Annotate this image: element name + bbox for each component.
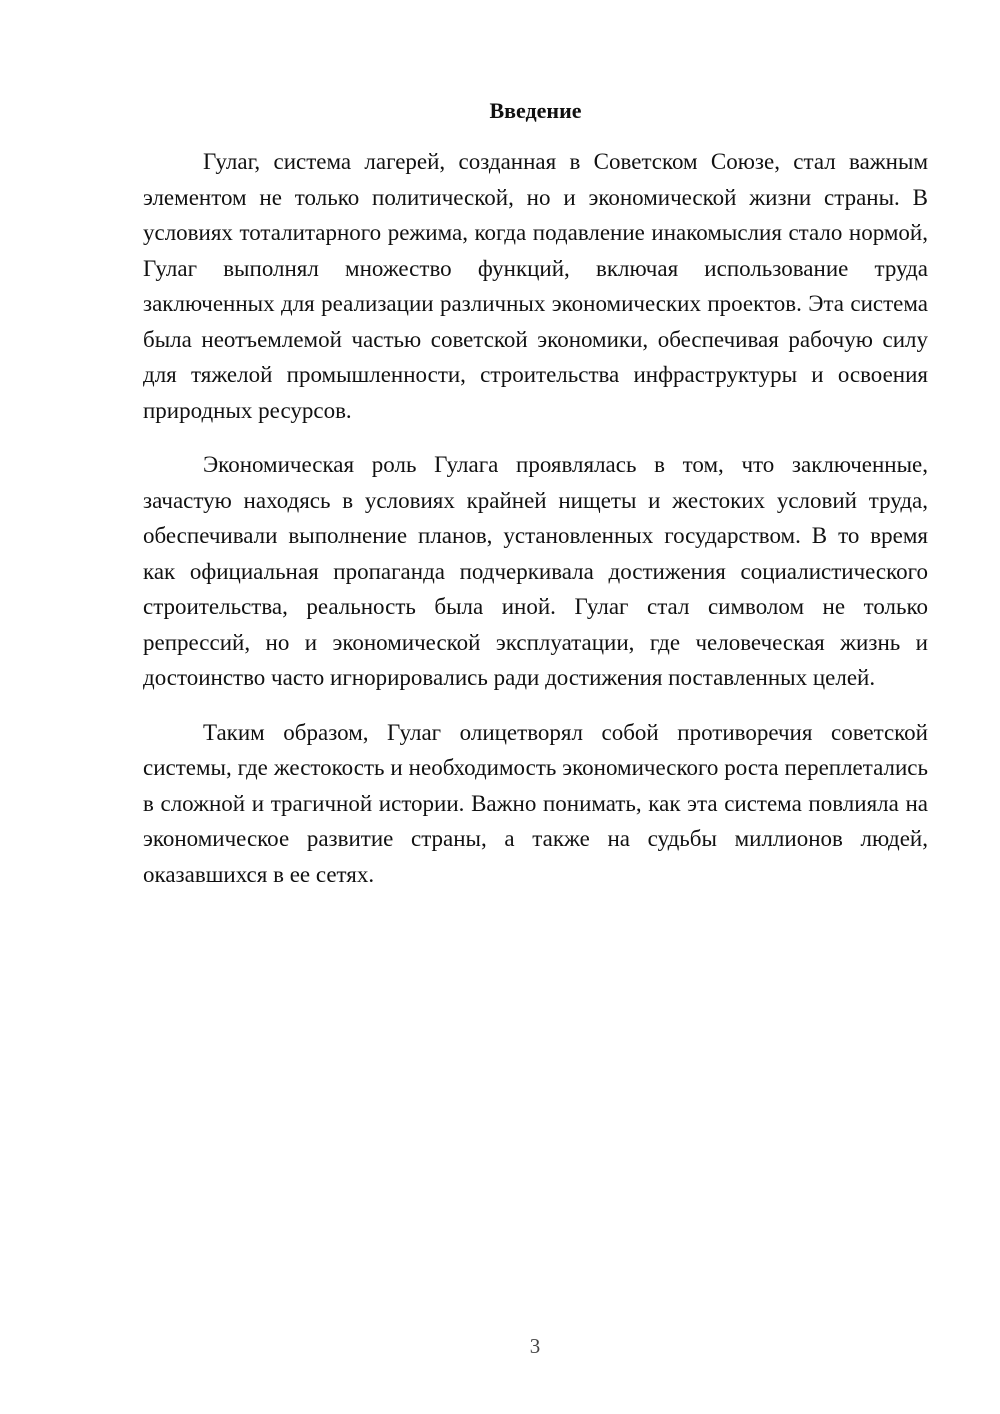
section-title: Введение <box>489 98 582 123</box>
paragraph-3: Таким образом, Гулаг олицетворял собой противоречия советской системы, где жестокость и необходимость экономического роста переплетались в сложной и трагичной истории. Важно понимать, как эта система повлияла на экономическое развитие страны, а также на судьбы миллионов людей, оказавшихся в ее сетях. <box>143 719 928 887</box>
page-number: 3 <box>529 1334 541 1358</box>
paragraph-1: Гулаг, система лагерей, созданная в Советском Союзе, стал важным элементом не только политической, но и экономической жизни страны. В условиях тоталитарного режима, когда подавление инакомыслия стало нормой, Гулаг выполнял множество функций, включая использование труда заключенных для реализации различных экономических проектов. Эта система была неотъемлемой частью советской экономики, обеспечивая рабочую силу для тяжелой промышленности, строительства инфраструктуры и освоения природных ресурсов. <box>143 149 928 423</box>
paragraph-2: Экономическая роль Гулага проявлялась в том, что заключенные, зачастую находясь в условиях крайней нищеты и жестоких условий труда, обеспечивали выполнение планов, установленных государством. В то время как официальная пропаганда подчеркивала достижения социалистического строительства, реальность была иной. Гулаг стал символом не только репрессий, но и экономической эксплуатации, где человеческая жизнь и достоинство часто игнорировались ради достижения поставленных целей. <box>143 452 928 690</box>
page-body <box>143 96 928 911</box>
